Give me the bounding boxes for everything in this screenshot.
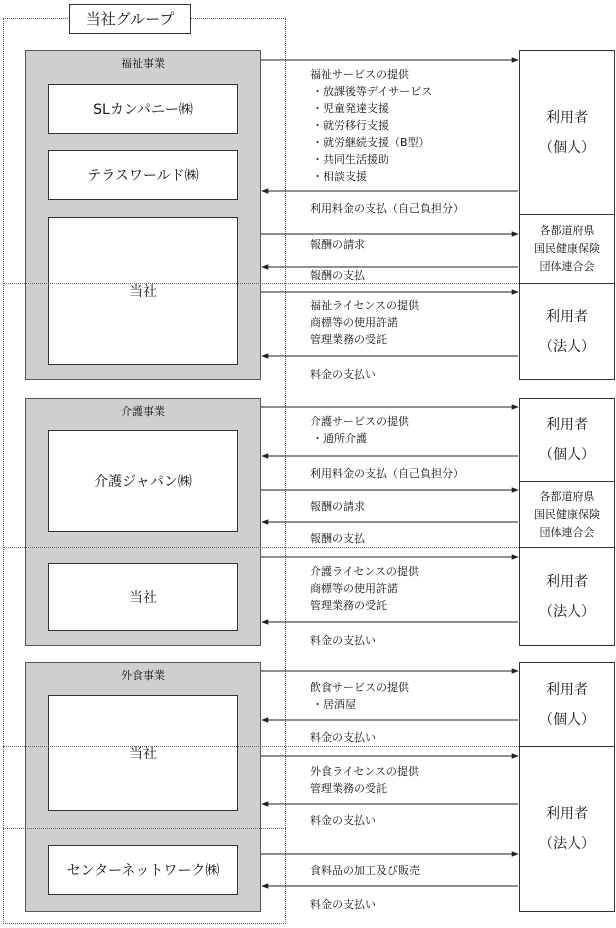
flow-line: 外食ライセンスの提供	[310, 765, 420, 778]
flow-line: 商標等の使用許諾	[310, 316, 398, 329]
segment-food-title: 外食事業	[121, 669, 165, 682]
flow-care-fee: 利用料金の支払（自己負担分）	[310, 467, 464, 480]
user-type: （法人）	[539, 836, 595, 852]
flow-welfare-service	[310, 66, 432, 185]
payer-line: 団体連合会	[539, 260, 595, 273]
entity-terrace-world: テラスワールド㈱	[48, 150, 238, 200]
flow-line: ・児童発達支援	[312, 102, 389, 115]
user-type: （個人）	[539, 447, 595, 463]
flow-food-fee: 料金の支払い	[310, 731, 376, 744]
payer-line: 各都道府県	[539, 489, 595, 503]
user-label: 利用者	[546, 681, 588, 698]
entity-center-network: センターネットワーク㈱	[48, 845, 238, 895]
flow-food-product: 食料品の加工及び販売	[310, 864, 420, 877]
flow-food-service	[310, 679, 409, 713]
segment-welfare-title: 福祉事業	[121, 57, 165, 70]
entity-company-care: 当社	[48, 563, 238, 631]
user-label: 利用者	[546, 308, 588, 325]
flow-care-service	[310, 413, 409, 447]
flow-welfare-license-fee: 料金の支払い	[310, 368, 376, 381]
flow-line: ・居酒屋	[312, 698, 356, 711]
flow-line: ・就労移行支援	[312, 119, 389, 132]
flow-line: 管理業務の受託	[310, 599, 387, 612]
flow-line: 飲食サービスの提供	[310, 681, 409, 694]
flow-care-reward: 報酬の支払	[310, 532, 365, 545]
user-label: 利用者	[546, 573, 588, 590]
flow-care-license	[310, 563, 419, 614]
flow-line: ・相談支援	[312, 170, 367, 183]
entity-sl-company: SLカンパニー㈱	[48, 84, 238, 134]
flow-line: ・就労継続支援（B型）	[312, 136, 430, 149]
flow-line: 管理業務の受託	[310, 782, 387, 795]
user-type: （個人）	[539, 711, 595, 728]
flow-line: 福祉サービスの提供	[310, 68, 409, 81]
payer-line: 国民健康保険	[534, 242, 600, 255]
flow-food-license-fee: 料金の支払い	[310, 814, 376, 827]
user-type: （法人）	[539, 603, 595, 620]
entity-company-food: 当社	[48, 695, 238, 811]
flow-care-license-fee: 料金の支払い	[310, 634, 376, 647]
entity-care-japan: 介護ジャパン㈱	[48, 430, 238, 532]
segment-care-title: 介護事業	[121, 405, 165, 418]
flow-food-license	[310, 763, 419, 797]
flow-line: 福祉ライセンスの提供	[310, 299, 420, 312]
payer-line: 団体連合会	[539, 525, 595, 539]
user-label: 利用者	[546, 109, 588, 126]
flow-welfare-reward: 報酬の支払	[310, 269, 365, 282]
flow-line: 商標等の使用許諾	[310, 582, 398, 595]
user-label: 利用者	[546, 417, 588, 433]
user-type: （法人）	[539, 338, 595, 355]
flow-welfare-claim: 報酬の請求	[310, 238, 365, 251]
flow-line: ・共同生活援助	[312, 153, 389, 166]
flow-line: ・放課後等デイサービス	[312, 85, 433, 98]
payer-line: 各都道府県	[539, 224, 595, 237]
flow-food-product-fee: 料金の支払い	[310, 898, 376, 911]
user-label: 利用者	[546, 806, 588, 822]
flow-care-claim: 報酬の請求	[310, 500, 365, 513]
flow-line: ・通所介護	[312, 432, 367, 445]
flow-welfare-fee: 利用料金の支払（自己負担分）	[310, 202, 464, 215]
group-title: 当社グループ	[69, 4, 191, 34]
payer-line: 国民健康保険	[534, 507, 600, 521]
flow-welfare-license	[310, 297, 419, 348]
flow-line: 介護ライセンスの提供	[310, 565, 420, 578]
flow-line: 管理業務の受託	[310, 333, 387, 346]
flow-line: 介護サービスの提供	[310, 415, 409, 428]
entity-company-welfare: 当社	[48, 217, 238, 365]
user-type: （個人）	[539, 139, 595, 156]
